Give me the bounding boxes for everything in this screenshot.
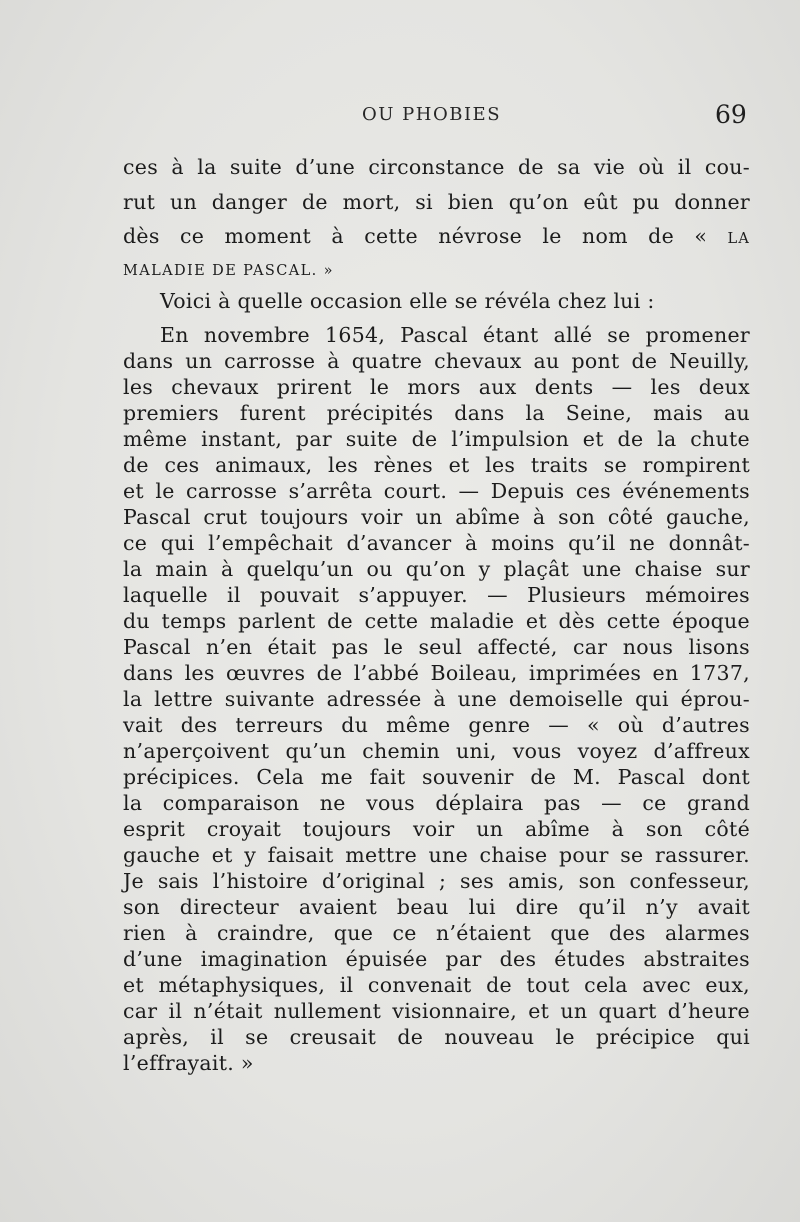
text-line: gauche et y faisait mettre une chaise pour se rassurer.	[123, 843, 750, 867]
text-line: les chevaux prirent le mors aux dents — les deux	[123, 375, 750, 399]
text-line: rien à craindre, que ce n’étaient que des alarmes	[123, 921, 750, 945]
text-line: n’aperçoivent qu’un chemin uni, vous voyez d’affreux	[123, 739, 750, 763]
text-line: rut un danger de mort, si bien qu’on eût pu donner	[123, 190, 750, 214]
text-line: premiers furent précipités dans la Seine, mais au	[123, 401, 750, 425]
text-line: après, il se creusait de nouveau le précipice qui	[123, 1025, 750, 1049]
text-line: dans un carrosse à quatre chevaux au pont de Neuilly,	[123, 349, 750, 373]
text-line-indented: En novembre 1654, Pascal étant allé se promener	[160, 323, 750, 347]
text-line: son directeur avaient beau lui dire qu’il n’y avait	[123, 895, 750, 919]
text-line-main: dès ce moment à cette névrose le nom de «	[123, 224, 708, 248]
text-line: esprit croyait toujours voir un abîme à son côté	[123, 817, 750, 841]
text-line: la comparaison ne vous déplaira pas — ce grand	[123, 791, 750, 815]
page-number: 69	[715, 100, 747, 129]
text-line: ces à la suite d’une circonstance de sa vie où il cou-	[123, 155, 750, 179]
text-line: car il n’était nullement visionnaire, et un quart d’heure	[123, 999, 750, 1023]
text-line: et métaphysiques, il convenait de tout cela avec eux,	[123, 973, 750, 997]
text-line-smallcaps: LA	[727, 231, 750, 247]
text-line: du temps parlent de cette maladie et dès cette époque	[123, 609, 750, 633]
text-line: la main à quelqu’un ou qu’on y plaçât une chaise sur	[123, 557, 750, 581]
text-line-indented: Voici à quelle occasion elle se révéla chez lui :	[160, 289, 655, 313]
text-line: précipices. Cela me fait souvenir de M. Pascal dont	[123, 765, 750, 789]
text-line: de ces animaux, les rènes et les traits se rompirent	[123, 453, 750, 477]
running-title: OU PHOBIES	[362, 104, 502, 125]
text-line: Je sais l’histoire d’original ; ses amis, son confesseur,	[123, 869, 750, 893]
text-line: et le carrosse s’arrêta court. — Depuis ces événements	[123, 479, 750, 503]
text-line	[123, 223, 750, 252]
text-line: d’une imagination épuisée par des études abstraites	[123, 947, 750, 971]
text-line: même instant, par suite de l’impulsion et de la chute	[123, 427, 750, 451]
text-line: la lettre suivante adressée à une demoiselle qui éprou-	[123, 687, 750, 711]
text-line-smallcaps-full: MALADIE DE PASCAL. »	[123, 263, 334, 279]
text-line: ce qui l’empêchait d’avancer à moins qu’il ne donnât-	[123, 531, 750, 555]
text-line: Pascal n’en était pas le seul affecté, car nous lisons	[123, 635, 750, 659]
running-head	[0, 100, 800, 130]
text-line: l’effrayait. »	[123, 1051, 254, 1075]
text-line: Pascal crut toujours voir un abîme à son côté gauche,	[123, 505, 750, 529]
text-line: laquelle il pouvait s’appuyer. — Plusieurs mémoires	[123, 583, 750, 607]
text-line: dans les œuvres de l’abbé Boileau, imprimées en 1737,	[123, 661, 750, 685]
text-line: vait des terreurs du même genre — « où d’autres	[123, 713, 750, 737]
